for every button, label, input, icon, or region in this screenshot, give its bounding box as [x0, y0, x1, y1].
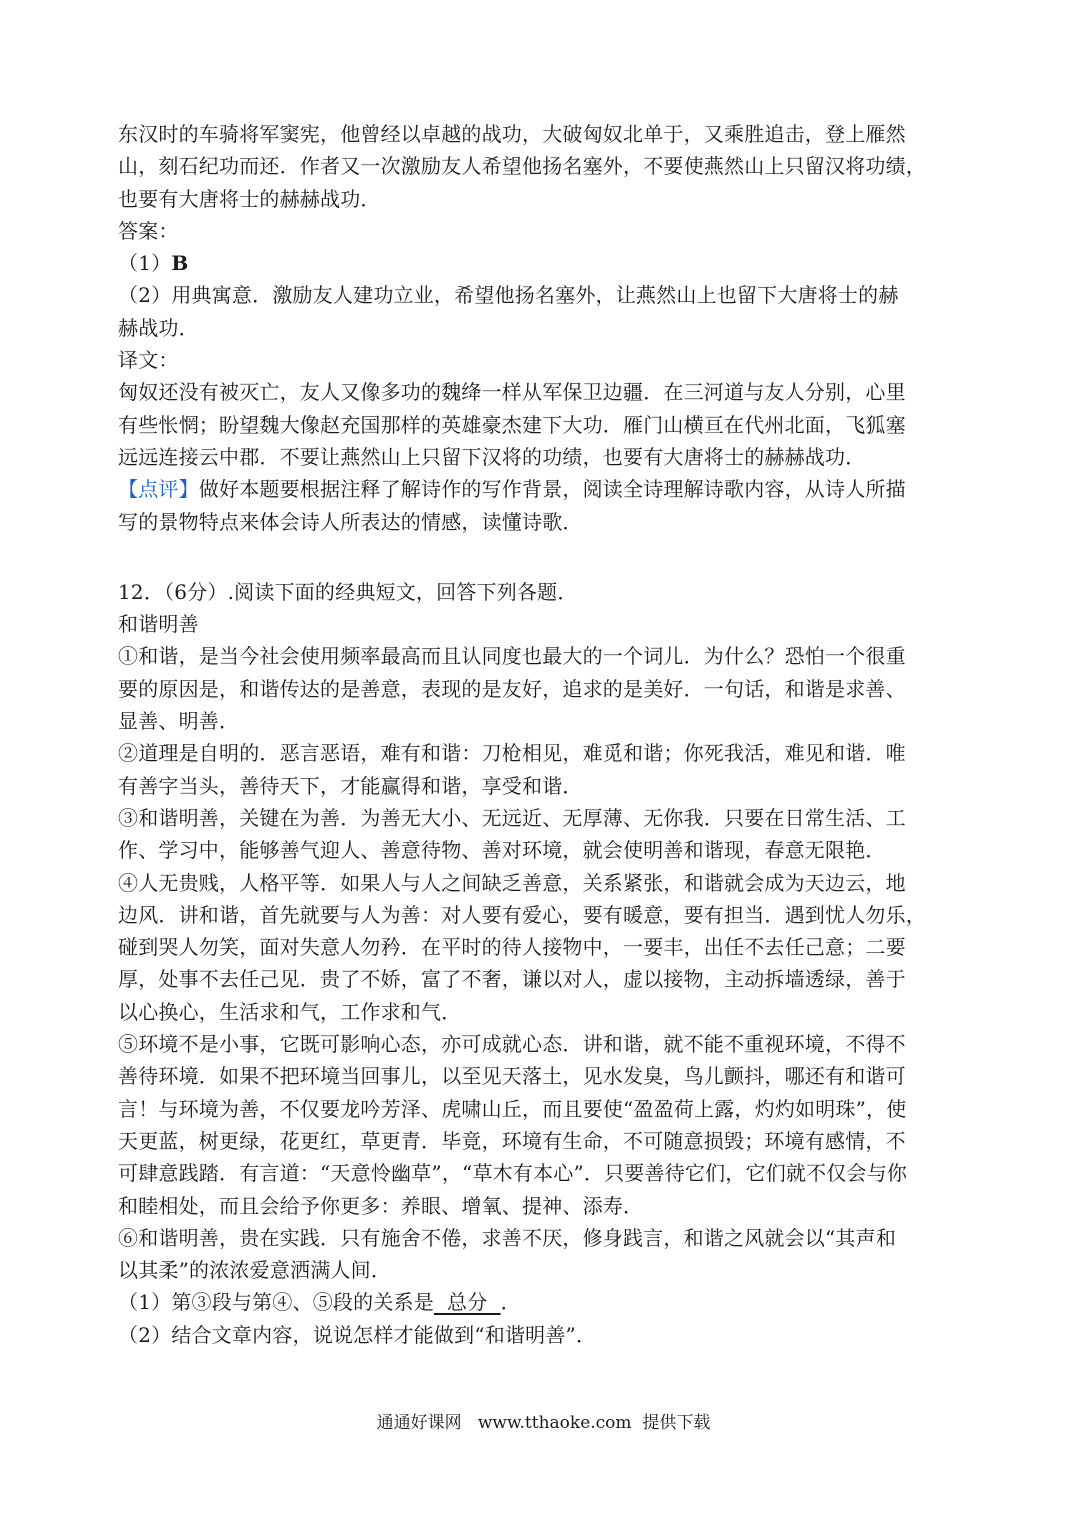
comment-tag: 【点评】 [118, 477, 199, 502]
passage-line: 作、学习中，能够善气迎人、善意待物、善对环境，就会使明善和谐现，春意无限艳． [118, 838, 886, 863]
passage-line: 厚，处事不去任己见．贵了不娇，富了不奢，谦以对人，虚以接物，主动拆墙透绿，善于 [118, 967, 906, 992]
passage-line: 碰到哭人勿笑，面对失意人勿矜．在平时的待人接物中，一要丰，出任不去任己意；二要 [118, 935, 906, 960]
explanation-line: 山，刻石纪功而还．作者又一次激励友人希望他扬名塞外，不要使燕然山上只留汉将功绩， [118, 154, 926, 179]
comment-line [118, 473, 976, 505]
passage-line: ①和谐，是当今社会使用频率最高而且认同度也最大的一个词儿．为什么？恐怕一个很重 [118, 644, 906, 669]
answer-item-1-value: B [171, 251, 189, 276]
passage-line: 天更蓝，树更绿，花更红，草更青．毕竟，环境有生命，不可随意损毁；环境有感情，不 [118, 1128, 906, 1153]
passage-line: 和睦相处，而且会给予你更多：养眼、增氧、提神、添寿． [118, 1193, 644, 1218]
comment-line: 写的景物特点来体会诗人所表达的情感，读懂诗歌． [118, 509, 583, 534]
passage-line: ⑤环境不是小事，它既可影响心态，亦可成就心态．讲和谐，就不能不重视环境，不得不 [118, 1032, 906, 1057]
passage-line: 以其柔”的浓浓爱意洒满人间． [118, 1258, 392, 1283]
passage-line: 有善字当头，善待天下，才能赢得和谐，享受和谐． [118, 773, 583, 798]
sub-question-1-text: （1）第③段与第④、⑤段的关系是 [118, 1290, 434, 1315]
translation-line: 有些怅惘；盼望魏大像赵充国那样的英雄豪杰建下大功．雁门山横亘在代州北面，飞狐塞 [118, 412, 906, 437]
translation-line: 远远连接云中郡．不要让燕然山上只留下汉将的功绩，也要有大唐将士的赫赫战功． [118, 444, 866, 469]
answer-item-2-line: 赫战功． [118, 315, 199, 340]
explanation-line: 东汉时的车骑将军窦宪，他曾经以卓越的战功，大破匈奴北单于，又乘胜追击，登上雁然 [118, 122, 906, 146]
section-spacer [118, 538, 976, 576]
answer-label: 答案： [118, 218, 179, 243]
passage-line: 边风．讲和谐，首先就要与人为善：对人要有爱心，要有暖意，要有担当．遇到忧人勿乐， [118, 902, 926, 927]
translation-label: 译文： [118, 348, 179, 373]
answer-item-1-prefix: （1） [118, 251, 172, 276]
sub-question-1-answer: 总分 [433, 1290, 501, 1315]
passage-line: ④人无贵贱，人格平等．如果人与人之间缺乏善意，关系紧张，和谐就会成为天边云，地 [118, 870, 906, 895]
passage-line: 善待环境．如果不把环境当回事儿，以至见天落土，见水发臭，鸟儿颤抖，哪还有和谐可 [118, 1064, 906, 1089]
passage-line: ②道理是自明的．恶言恶语，难有和谐：刀枪相见，难觅和谐；你死我活，难见和谐．唯 [118, 741, 906, 766]
page-footer: 通通好课网 www.tthaoke.com 提供下载 [376, 1413, 711, 1433]
translation-line: 匈奴还没有被灭亡，友人又像多功的魏绛一样从军保卫边疆．在三河道与友人分别，心里 [118, 380, 906, 405]
passage-line: ③和谐明善，关键在为善．为善无大小、无远近、无厚薄、无你我．只要在日常生活、工 [118, 805, 906, 830]
passage-title: 和谐明善 [118, 612, 199, 637]
sub-question-1 [118, 1286, 976, 1318]
answer-item-2-line: （2）用典寓意．激励友人建功立业，希望他扬名塞外，让燕然山上也留下大唐将士的赫 [118, 283, 899, 308]
document-body [118, 118, 976, 1351]
sub-question-2: （2）结合文章内容，说说怎样才能做到“和谐明善”． [118, 1322, 597, 1347]
explanation-line: 也要有大唐将士的赫赫战功． [118, 186, 381, 211]
passage-line: 显善、明善． [118, 709, 240, 734]
sub-question-1-end: ． [500, 1290, 521, 1315]
passage-line: 可肆意践踏．有言道：“天意怜幽草”，“草木有本心”．只要善待它们，它们就不仅会与你 [118, 1161, 908, 1186]
passage-line: 要的原因是，和谐传达的是善意，表现的是友好，追求的是美好．一句话，和谐是求善、 [118, 676, 906, 701]
passage-line: ⑥和谐明善，贵在实践．只有施舍不倦，求善不厌，修身践言，和谐之风就会以“其声和 [118, 1225, 897, 1250]
question-12-header: 12．（6分）.阅读下面的经典短文，回答下列各题． [118, 579, 578, 604]
comment-text: 做好本题要根据注释了解诗作的写作背景，阅读全诗理解诗歌内容，从诗人所描 [198, 477, 906, 502]
answer-item-1 [118, 247, 976, 279]
passage-line: 言！与环境为善，不仅要龙吟芳泽、虎啸山丘，而且要使“盈盈荷上露，灼灼如明珠”，使 [118, 1096, 907, 1121]
passage-line: 以心换心，生活求和气，工作求和气． [118, 999, 462, 1024]
